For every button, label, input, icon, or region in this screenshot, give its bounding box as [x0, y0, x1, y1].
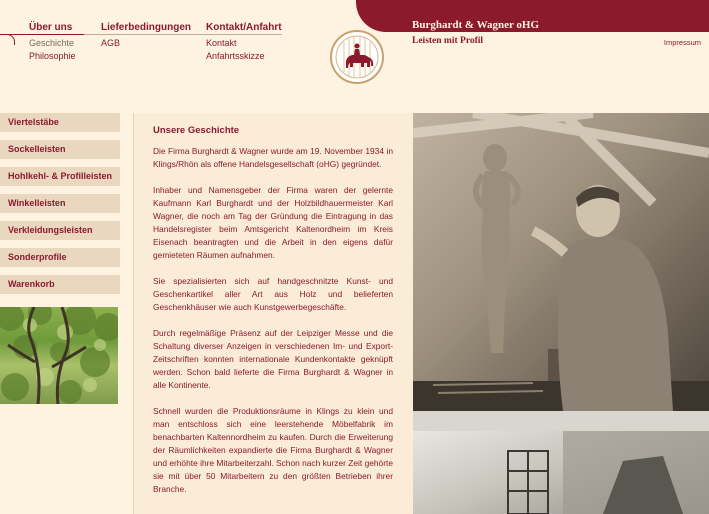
- nav-contact[interactable]: Kontakt/Anfahrt: [206, 22, 282, 33]
- paragraph: Inhaber und Namensgeber der Firma waren der gelernte Kaufmann Karl Burghardt und der Holzbildhauermeister Karl Wagner, die noch am Tag der Gründung die Eintragung in das Handelsregister beim Amtsgericht Kaltenordheim im Kreis Eisenach beantragten und die Arbeit in den eigens dafür gemieteten Räumen aufnahmen.: [153, 185, 393, 260]
- top-navigation: [0, 0, 356, 100]
- nav-sub-delivery: [101, 37, 120, 50]
- nav-column-delivery: [101, 22, 191, 33]
- nav-divider-line: [0, 34, 84, 35]
- nav-item-contact[interactable]: Kontakt: [206, 38, 237, 48]
- woodcarver-photo: [413, 113, 709, 411]
- paragraph: Schnell wurden die Produktionsräume in Klings zu klein und man entschloss sich eine leerstehende Möbelfabrik im benachbarten Kaltennordheim zu kaufen. Durch die Erweiterung der Räumlichkeiten expandierte die Firma Burghardt & Wagner und erhöhte ihre Mitarbeiterzahl. Schon nach kurzer Zeit gehörte sie mit über 50 Mitarbeitern zu den größten Betrieben ihrer Branche.: [153, 406, 393, 494]
- tree-image: [0, 307, 118, 404]
- nav-divider-line: [84, 34, 282, 35]
- company-logo[interactable]: [330, 30, 384, 84]
- sidebar-item-skirting-boards[interactable]: Sockelleisten: [0, 140, 120, 159]
- nav-delivery-terms[interactable]: Lieferbedingungen: [101, 22, 191, 33]
- sidebar-item-trim-strips[interactable]: Verkleidungsleisten: [0, 221, 120, 240]
- nav-sub-about: [29, 37, 76, 63]
- nav-item-history[interactable]: Geschichte: [29, 38, 75, 48]
- nav-item-agb[interactable]: AGB: [101, 38, 121, 48]
- forest-photo: [0, 307, 118, 404]
- paragraph: Die Firma Burghardt & Wagner wurde am 19. November 1934 in Klings/Rhön als offene Handelsgesellschaft (oHG) gegründet.: [153, 146, 393, 169]
- sidebar-item-cove-profile-strips[interactable]: Hohlkehl- & Profilleisten: [0, 167, 120, 186]
- paragraph: Durch regelmäßige Präsenz auf der Leipziger Messe und die Schaltung diverser Anzeigen in verschiedenen Im- und Export-Zeitschriften konnten internationale Kundenkontakte geknüpft werden. Schon bald lieferte die Firma Burghardt & Wagner in alle Kontinente.: [153, 328, 393, 390]
- carver-with-sculpture-image: [413, 113, 709, 411]
- history-text: [153, 145, 393, 509]
- brand-name: Burghardt & Wagner oHG: [412, 19, 540, 31]
- nav-about[interactable]: Über uns: [29, 22, 73, 33]
- nav-column-contact: [206, 22, 282, 33]
- nav-sub-contact: [206, 37, 265, 63]
- paragraph: Sie spezialisierten sich auf handgeschnitzte Kunst- und Geschenkartikel aller Art aus Holz und belieferten Geschenkhäuser wie auch Kunstgewerbegeschäfte.: [153, 276, 393, 312]
- sidebar-item-special-profiles[interactable]: Sonderprofile: [0, 248, 120, 267]
- elephant-rider-icon: [332, 32, 382, 82]
- brand-tagline: Leisten mit Profil: [412, 36, 484, 46]
- content-panel: [133, 113, 414, 514]
- sidebar-menu: [0, 113, 120, 302]
- nav-curve: [0, 34, 15, 45]
- page-title: Unsere Geschichte: [153, 125, 240, 136]
- impressum-link[interactable]: Impressum: [663, 38, 701, 47]
- nav-item-philosophy[interactable]: Philosophie: [29, 51, 76, 61]
- nav-item-directions[interactable]: Anfahrtsskizze: [206, 51, 265, 61]
- sidebar-item-angle-strips[interactable]: Winkelleisten: [0, 194, 120, 213]
- workshop-interior-image: [413, 411, 709, 514]
- workshop-photo: [413, 411, 709, 514]
- nav-column-about: [29, 22, 72, 33]
- sidebar-item-quarter-rounds[interactable]: Viertelstäbe: [0, 113, 120, 132]
- sidebar-item-cart[interactable]: Warenkorb: [0, 275, 120, 294]
